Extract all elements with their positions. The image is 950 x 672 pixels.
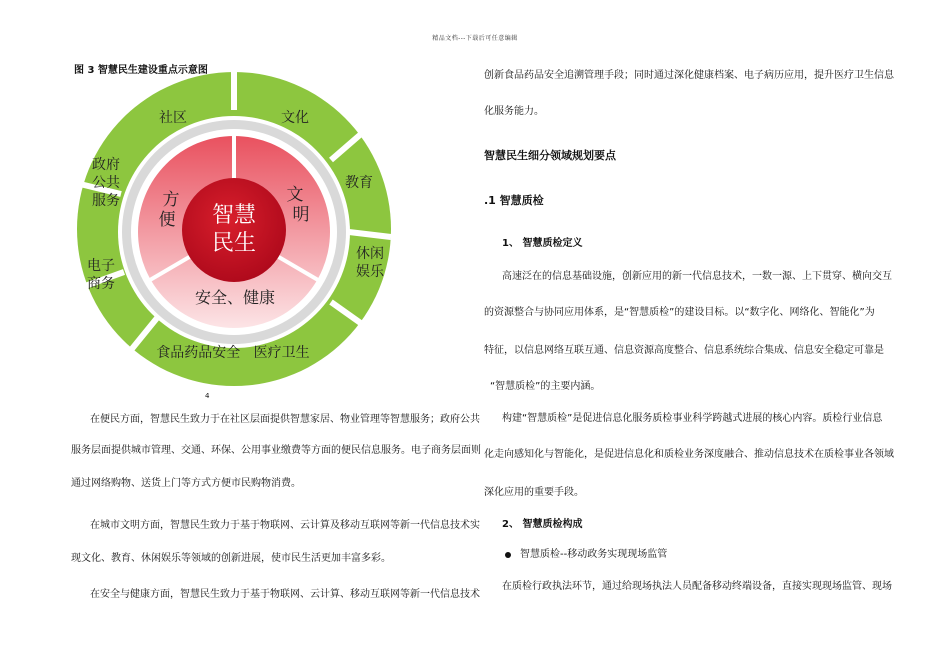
right-cont-line1: 创新食品药品安全追溯管理手段；同时通过深化健康档案、电子病历应用，提升医疗卫生信息 [484, 70, 894, 81]
build-line3: 深化应用的重要手段。 [484, 487, 584, 498]
inner-right-2: 明 [292, 205, 310, 225]
inner-left-2: 便 [158, 210, 176, 230]
def-line4: “智慧质检”的主要内涵。 [490, 381, 601, 392]
center-label-2: 民生 [211, 231, 257, 256]
left-para1-line1: 在便民方面，智慧民生致力于在社区层面提供智慧家居、物业管理等智慧服务；政府公共 [90, 414, 480, 425]
left-para3-line1: 在安全与健康方面，智慧民生致力于基于物联网、云计算、移动互联网等新一代信息技术 [90, 589, 480, 600]
outer-gov-2: 公共 [92, 175, 120, 191]
left-para2-line2: 现文化、教育、休闲娱乐等领域的创新进展，使市民生活更加丰富多彩。 [71, 553, 391, 564]
left-para1-line3: 通过网络购物、送货上门等方式方便市民购物消费。 [71, 478, 301, 489]
subsection-heading: .1 智慧质检 [484, 194, 544, 207]
page-number: 4 [205, 392, 210, 400]
inner-bottom: 安全、健康 [194, 288, 276, 307]
bullet-dot [505, 552, 511, 558]
section-heading: 智慧民生细分领域规划要点 [484, 149, 616, 162]
center-label-1: 智慧 [211, 203, 257, 228]
outer-gov-1: 政府 [92, 157, 120, 173]
build-line1: 构建“智慧质检”是促进信息化服务质检事业科学跨越式进展的核心内容。质检行业信息 [502, 413, 883, 424]
build-line2: 化走向感知化与智能化，是促进信息化和质检业务深度融合、推动信息技术在质检事业各领域 [484, 449, 894, 460]
outer-bottom: 食品药品安全 医疗卫生 [156, 345, 310, 361]
outer-commerce-1: 电子 [87, 258, 115, 274]
outer-commerce-2: 商务 [87, 276, 115, 292]
sub-heading-definition: 1、 智慧质检定义 [502, 238, 583, 249]
def-line3: 特征，以信息网络互联互通、信息资源高度整合、信息系统综合集成、信息安全稳定可靠是 [484, 345, 884, 356]
outer-culture: 文化 [281, 110, 309, 126]
left-para2-line1: 在城市文明方面，智慧民生致力于基于物联网、云计算及移动互联网等新一代信息技术实 [90, 520, 480, 531]
mobile-line1: 在质检行政执法环节，通过给现场执法人员配备移动终端设备，直接实现现场监管、现场 [502, 581, 892, 592]
outer-leisure-1: 休闲 [356, 246, 384, 262]
inner-right-1: 文 [286, 185, 304, 205]
bullet-item: 智慧质检--移动政务实现现场监管 [520, 549, 668, 560]
sub-heading-composition: 2、 智慧质检构成 [502, 519, 583, 530]
center-circle [182, 178, 286, 282]
left-para1-line2: 服务层面提供城市管理、交通、环保、公用事业缴费等方面的便民信息服务。电子商务层面则 [71, 445, 481, 456]
right-cont-line2: 化服务能力。 [484, 106, 544, 117]
page-header: 精品文档---下载后可任意编辑 [432, 35, 518, 42]
def-line1: 高速泛在的信息基础设施，创新应用的新一代信息技术，一数一源、上下贯穿、横向交互 [502, 271, 892, 282]
outer-leisure-2: 娱乐 [356, 264, 384, 280]
def-line2: 的资源整合与协同应用体系，是“智慧质检”的建设目标。以“数字化、网络化、智能化”为 [484, 307, 875, 318]
outer-community: 社区 [159, 110, 187, 126]
inner-left-1: 方 [162, 190, 180, 210]
outer-gov-3: 服务 [92, 193, 120, 209]
figure-title: 图 3 智慧民生建设重点示意图 [74, 65, 208, 76]
outer-education: 教育 [345, 175, 373, 191]
smart-livelihood-diagram [69, 72, 399, 386]
